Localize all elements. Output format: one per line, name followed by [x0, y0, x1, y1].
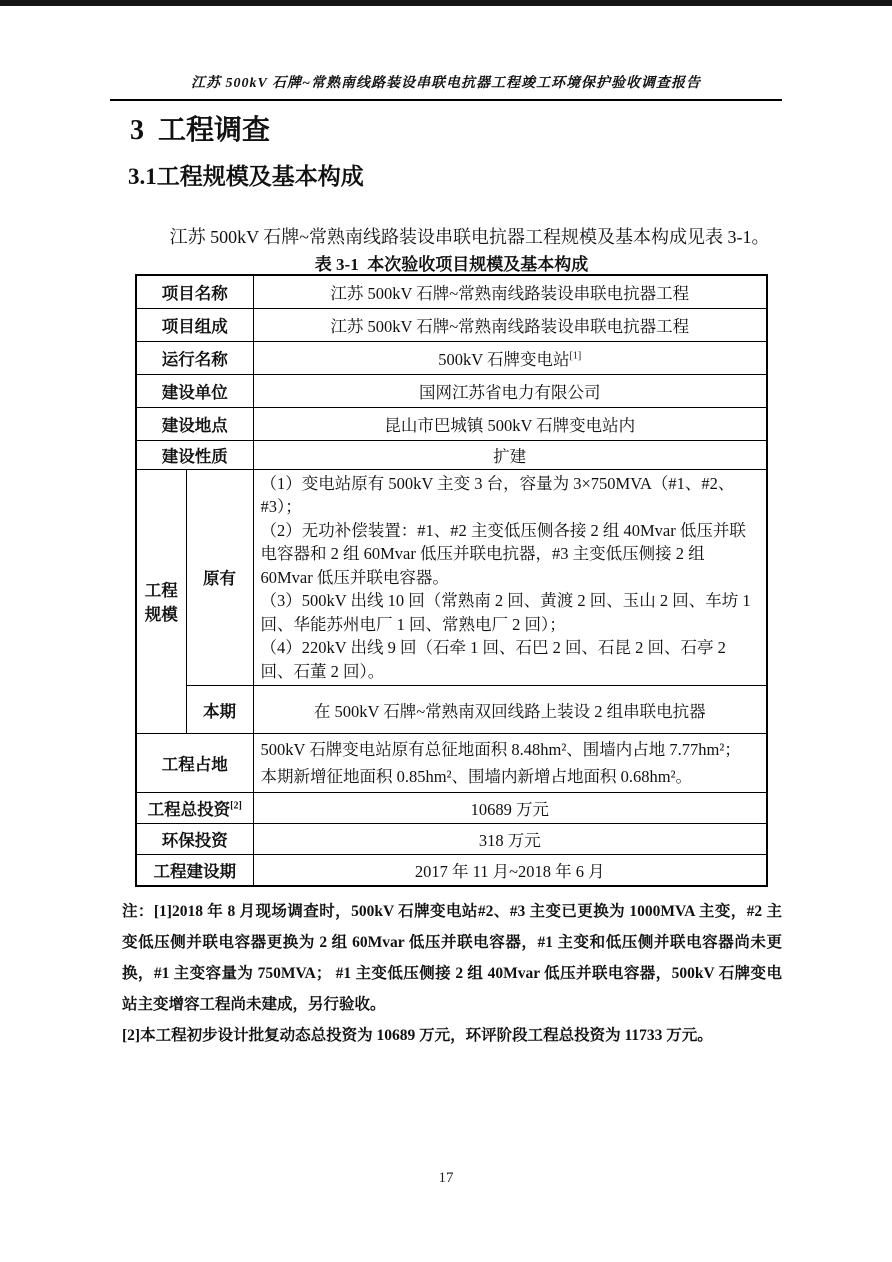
- row-value: 318 万元: [253, 824, 767, 855]
- row-total-investment: [136, 793, 767, 824]
- page-number: 17: [438, 1170, 454, 1186]
- row-label: 建设地点: [136, 407, 253, 440]
- row-project-name: [136, 275, 767, 308]
- sub-label-existing: 原有: [186, 469, 253, 686]
- existing-item-4: （4）220kV 出线 9 回（石牵 1 回、石巴 2 回、石昆 2 回、石亭 2 回、石董 2 回）。: [260, 638, 726, 681]
- row-label: 工程建设期: [136, 855, 253, 886]
- row-value: 10689 万元: [253, 793, 767, 824]
- row-construction-site: [136, 407, 767, 440]
- row-project-scale-existing: [136, 469, 767, 686]
- row-value: 江苏 500kV 石牌~常熟南线路装设串联电抗器工程: [253, 275, 767, 308]
- footnote-ref-2: [2]: [230, 800, 242, 812]
- land-line-2: 本期新增征地面积 0.85hm²、围墙内新增占地面积 0.68hm²。: [260, 767, 693, 786]
- section-title: 3.1工程规模及基本构成: [128, 164, 364, 189]
- row-construction-nature: [136, 440, 767, 469]
- row-value: 2017 年 11 月~2018 年 6 月: [253, 855, 767, 886]
- existing-item-1: （1）变电站原有 500kV 主变 3 台，容量为 3×750MVA（#1、#2、#3）；: [260, 473, 735, 516]
- intro-paragraph: 江苏 500kV 石牌~常熟南线路装设串联电抗器工程规模及基本构成见表 3-1。: [169, 227, 770, 247]
- land-occupation-cell: [253, 734, 767, 793]
- chapter-title: 3 工程调查: [130, 115, 271, 146]
- row-label-project-scale: 工程规模: [136, 469, 186, 734]
- project-summary-table: [135, 274, 768, 887]
- row-construction-period: [136, 855, 767, 886]
- row-environmental-investment: [136, 824, 767, 855]
- scan-edge-bar: [0, 0, 892, 6]
- row-label: 运行名称: [136, 341, 253, 374]
- row-label: 建设单位: [136, 374, 253, 407]
- row-land-occupation: [136, 734, 767, 793]
- existing-scale-cell: [253, 469, 767, 686]
- row-label: 工程占地: [136, 734, 253, 793]
- row-label: 项目组成: [136, 308, 253, 341]
- row-value: 扩建: [253, 440, 767, 469]
- row-label: 建设性质: [136, 440, 253, 469]
- footnote-ref-1: [1]: [569, 350, 582, 361]
- existing-item-2: （2）无功补偿装置：#1、#2 主变低压侧各接 2 组 40Mvar 低压并联电容器和 2 组 60Mvar 低压并联电抗器，#3 主变低压侧接 2 组 60Mvar 低压并联电容器。: [260, 520, 746, 587]
- running-header: 江苏 500kV 石牌~常熟南线路装设串联电抗器工程竣工环境保护验收调查报告: [110, 72, 782, 101]
- note-1: 注：[1]2018 年 8 月现场调查时，500kV 石牌变电站#2、#3 主变已更换为 1000MVA 主变，#2 主变低压侧并联电容器更换为 2 组 60Mvar 低压并联电容器，#1 主变和低压侧并联电容器尚未更换，#1 主变容量为 750MVA； #1 主变低压侧接 2 组 40Mvar 低压并联电容器，500kV 石牌变电站主变增容工程尚未建成，另行验收。: [122, 903, 782, 1013]
- existing-item-3: （3）500kV 出线 10 回（常熟南 2 回、黄渡 2 回、玉山 2 回、车坊 1 回、华能苏州电厂 1 回、常熟电厂 2 回）；: [260, 591, 751, 634]
- row-operation-name: [136, 341, 767, 374]
- row-value: 江苏 500kV 石牌~常熟南线路装设串联电抗器工程: [253, 308, 767, 341]
- sub-label-current: 本期: [186, 686, 253, 734]
- row-label: [136, 793, 253, 824]
- operation-name-text: 500kV 石牌变电站: [438, 349, 570, 369]
- row-value: [253, 341, 767, 374]
- land-line-1: 500kV 石牌变电站原有总征地面积 8.48hm²、围墙内占地 7.77hm²；: [260, 740, 741, 759]
- total-investment-label-text: 工程总投资: [147, 800, 231, 819]
- row-value: 国网江苏省电力有限公司: [253, 374, 767, 407]
- note-2: [2]本工程初步设计批复动态总投资为 10689 万元，环评阶段工程总投资为 11733 万元。: [122, 1027, 713, 1044]
- row-project-scale-current: [136, 686, 767, 734]
- row-label: 项目名称: [136, 275, 253, 308]
- row-construction-unit: [136, 374, 767, 407]
- table-notes: [122, 896, 782, 1051]
- row-value: 昆山市巴城镇 500kV 石牌变电站内: [253, 407, 767, 440]
- row-label: 环保投资: [136, 824, 253, 855]
- table-caption: 表 3-1 本次验收项目规模及基本构成: [314, 255, 589, 274]
- current-scale-cell: 在 500kV 石牌~常熟南双回线路上装设 2 组串联电抗器: [253, 686, 767, 734]
- row-project-composition: [136, 308, 767, 341]
